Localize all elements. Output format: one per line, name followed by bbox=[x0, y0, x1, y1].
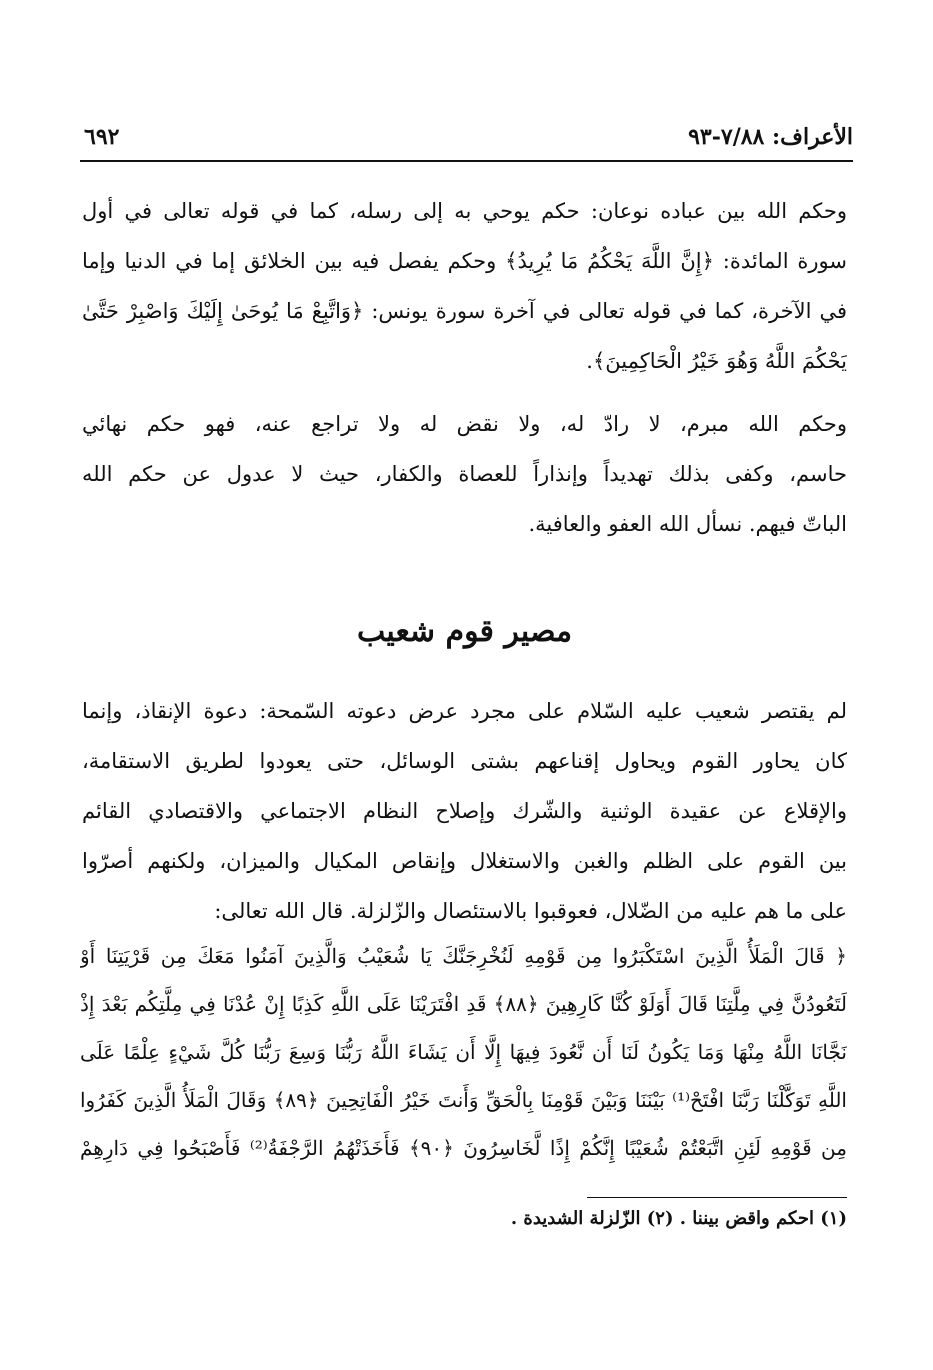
page-header bbox=[80, 118, 853, 162]
page-number: ٦٩٢ bbox=[84, 124, 120, 150]
paragraph-shuaib bbox=[82, 686, 847, 936]
quran-verses bbox=[80, 932, 847, 1172]
running-title: الأعراف: ٧/٨٨-٩٣ bbox=[688, 124, 853, 150]
verse-line: لَتَعُودُنَّ فِي مِلَّتِنَا قَالَ أَوَلَوْ كُنَّا كَارِهِينَ ﴿٨٨﴾ قَدِ افْتَرَيْنَا عَلَى اللَّهِ كَذِبًا إِنْ عُدْنَا فِي مِلَّتِكُم بَعْدَ إِذْ bbox=[80, 992, 847, 1016]
text-line: على ما هم عليه من الضّلال، فعوقبوا بالاستئصال والزّلزلة. قال الله تعالى: bbox=[214, 899, 847, 923]
verse-line: اللَّهِ تَوَكَّلْنَا رَبَّنَا افْتَحْ⁽¹⁾ بَيْنَنَا وَبَيْنَ قَوْمِنَا بِالْحَقِّ وَأَنتَ خَيْرُ الْفَاتِحِينَ ﴿٨٩﴾ وَقَالَ الْمَلَأُ الَّذِينَ كَفَرُوا bbox=[80, 1088, 847, 1112]
text-line: يَحْكُمَ اللَّهُ وَهُوَ خَيْرُ الْحَاكِمِينَ﴾. bbox=[586, 349, 847, 373]
text-line: الباتّ فيهم. نسأل الله العفو والعافية. bbox=[528, 512, 847, 536]
section-heading: مصير قوم شعيب bbox=[356, 614, 573, 649]
verse-line: نَجَّانَا اللَّهُ مِنْهَا وَمَا يَكُونُ لَنَا أَن نَّعُودَ فِيهَا إِلَّا أَن يَشَاءَ اللَّهُ رَبُّنَا وَسِعَ رَبُّنَا كُلَّ شَيْءٍ عِلْمًا عَلَى bbox=[80, 1040, 847, 1064]
paragraph-final-judgment bbox=[82, 399, 847, 549]
footnotes: (١) احكم واقض بيننا . (٢) الزّلزلة الشديدة . bbox=[510, 1208, 847, 1229]
text-line: لم يقتصر شعيب عليه السّلام على مجرد عرض دعوته السّمحة: دعوة الإنقاذ، وإنما bbox=[82, 699, 847, 723]
text-line: بين القوم على الظلم والغبن والاستغلال وإنقاص المكيال والميزان، ولكنهم أصرّوا bbox=[82, 849, 847, 873]
text-line: والإقلاع عن عقيدة الوثنية والشّرك وإصلاح النظام الاجتماعي والاقتصادي القائم bbox=[82, 799, 847, 823]
text-line: وحكم الله مبرم، لا رادّ له، ولا نقض له ولا تراجع عنه، فهو حكم نهائي bbox=[82, 412, 847, 436]
verse-line: مِن قَوْمِهِ لَئِنِ اتَّبَعْتُمْ شُعَيْبًا إِنَّكُمْ إِذًا لَّخَاسِرُونَ ﴿٩٠﴾ فَأَخَذَتْهُمُ الرَّجْفَةُ⁽²⁾ فَأَصْبَحُوا فِي دَارِهِمْ bbox=[80, 1136, 847, 1160]
paragraph-judgment-types bbox=[82, 186, 847, 386]
text-line: كان يحاور القوم ويحاول إقناعهم بشتى الوسائل، حتى يعودوا لطريق الاستقامة، bbox=[82, 749, 847, 773]
text-line: سورة المائدة: ﴿إِنَّ اللَّهَ يَحْكُمُ مَا يُرِيدُ﴾ وحكم يفصل فيه بين الخلائق إما في الدنيا وإما bbox=[82, 249, 847, 273]
header-divider bbox=[80, 160, 853, 162]
verse-line: ﴿ قَالَ الْمَلَأُ الَّذِينَ اسْتَكْبَرُوا مِن قَوْمِهِ لَنُخْرِجَنَّكَ يَا شُعَيْبُ وَالَّذِينَ آمَنُوا مَعَكَ مِن قَرْيَتِنَا أَوْ bbox=[80, 944, 847, 968]
footnote-divider bbox=[587, 1197, 847, 1198]
text-line: في الآخرة، كما في قوله تعالى في آخرة سورة يونس: ﴿وَاتَّبِعْ مَا يُوحَىٰ إِلَيْكَ وَاصْبِرْ حَتَّىٰ bbox=[82, 299, 847, 323]
text-line: وحكم الله بين عباده نوعان: حكم يوحي به إلى رسله، كما في قوله تعالى في أول bbox=[82, 199, 847, 223]
text-line: حاسم، وكفى بذلك تهديداً وإنذاراً للعصاة والكفار، حيث لا عدول عن حكم الله bbox=[82, 462, 847, 486]
